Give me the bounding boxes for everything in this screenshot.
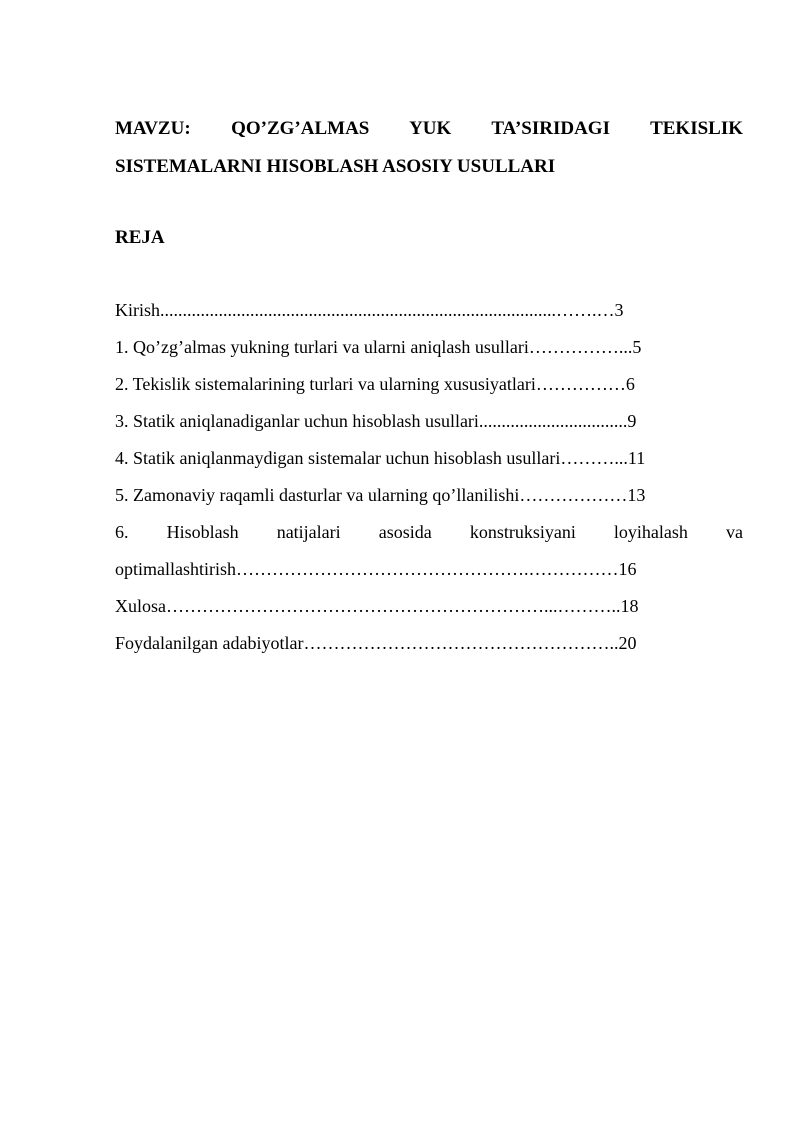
table-of-contents (115, 292, 743, 662)
title-line-2: SISTEMALARNI HISOBLASH ASOSIY USULLARI (115, 156, 556, 177)
document-page (115, 110, 743, 662)
toc-item-1: 1. Qo’zg’almas yukning turlari va ularni aniqlash usullari……………...5 (115, 337, 642, 357)
toc-item-3: 3. Statik aniqlanadiganlar uchun hisoblash usullari.................................9 (115, 411, 637, 431)
toc-item-introduction: Kirish........................................................................................…….…3 (115, 300, 624, 320)
toc-item-4: 4. Statik aniqlanmaydigan sistemalar uchun hisoblash usullari………...11 (115, 448, 646, 468)
toc-item-6-line-2: optimallashtirish………………………………………….……………16 (115, 559, 637, 579)
toc-item-6-line-1: 6. Hisoblash natijalari asosida konstruksiyani loyihalash va (115, 522, 743, 542)
plan-heading: REJA (115, 227, 165, 248)
toc-item-6 (115, 514, 743, 588)
toc-item-conclusion: Xulosa………………………………………………………...………..18 (115, 596, 639, 616)
title-line-1: MAVZU: QO’ZG’ALMAS YUK TA’SIRIDAGI TEKISLIK (115, 118, 743, 139)
toc-item-references: Foydalanilgan adabiyotlar……………………………………………..20 (115, 633, 637, 653)
toc-item-5: 5. Zamonaviy raqamli dasturlar va ularning qo’llanilishi………………13 (115, 485, 646, 505)
toc-item-2: 2. Tekislik sistemalarining turlari va ularning xususiyatlari……………6 (115, 374, 635, 394)
document-title (115, 110, 743, 186)
